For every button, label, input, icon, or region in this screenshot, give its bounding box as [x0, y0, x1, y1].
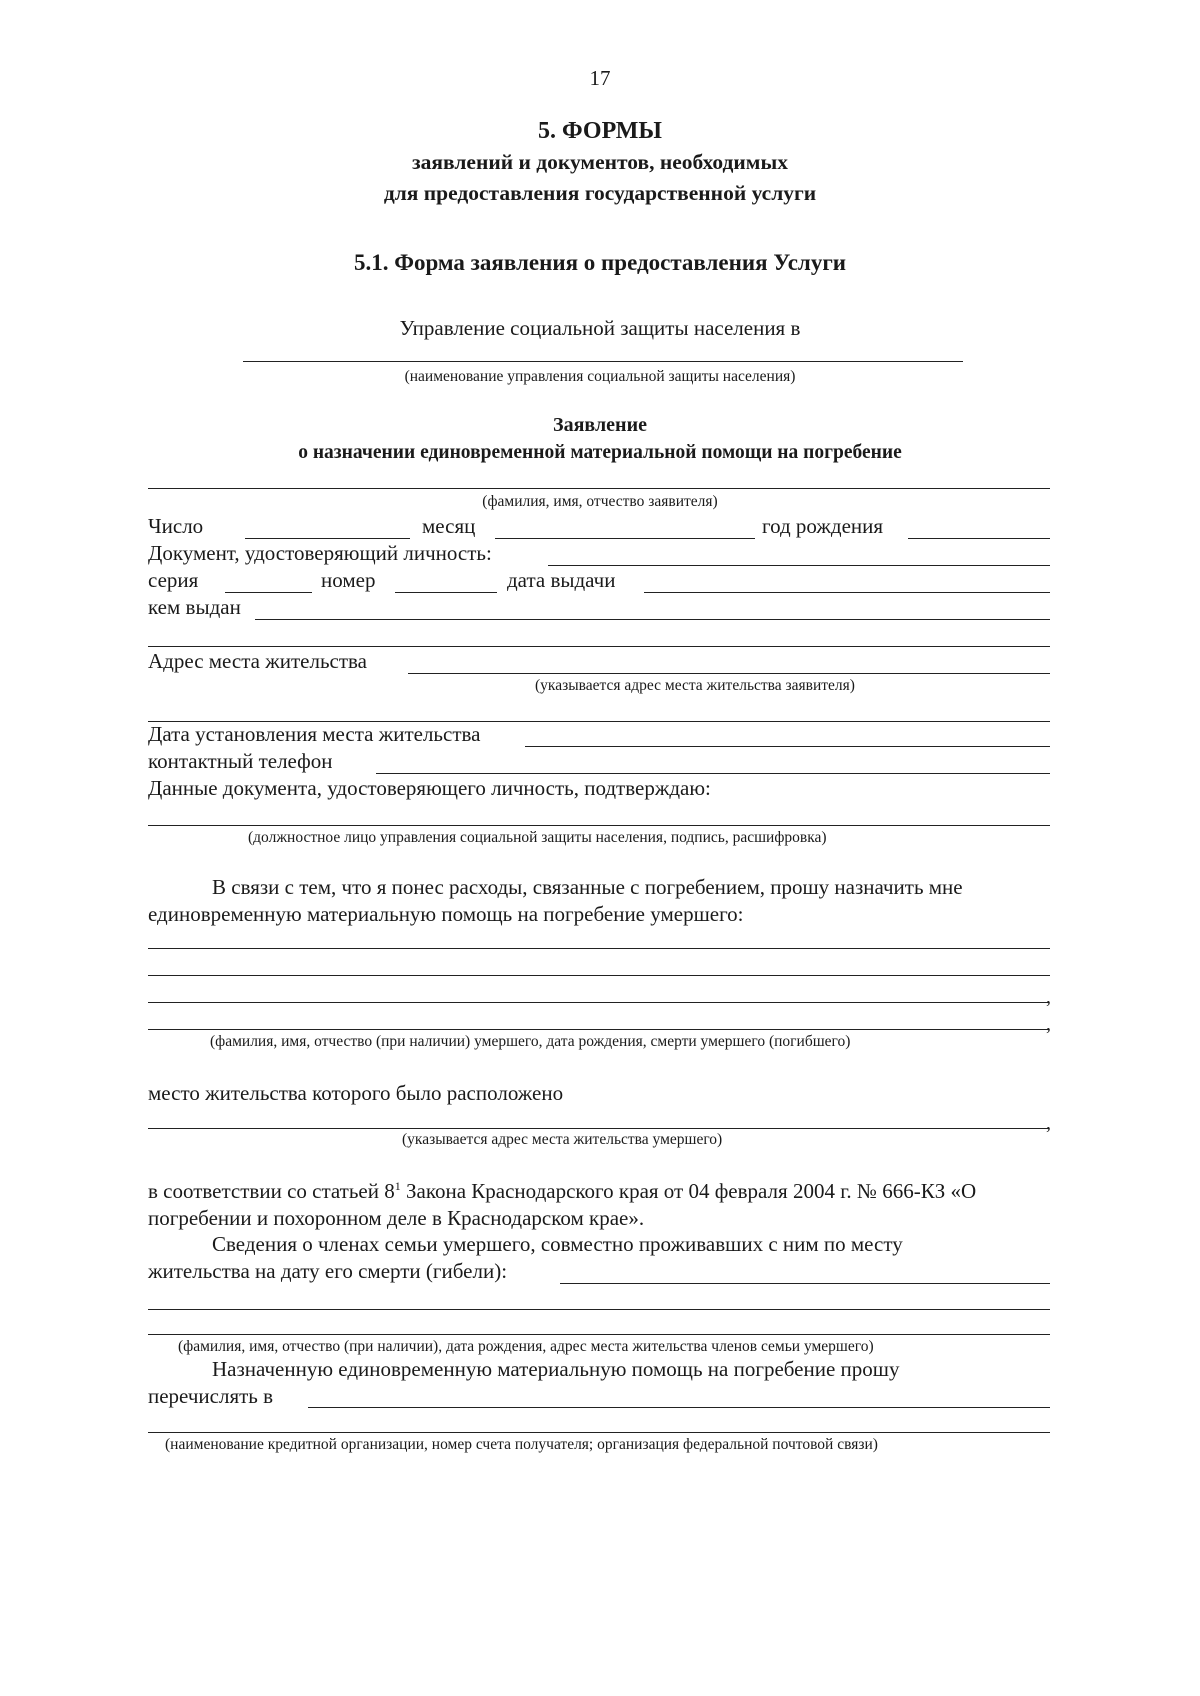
addressee-text: Управление социальной защиты населения в — [399, 316, 801, 340]
residence-date-field[interactable] — [525, 746, 1050, 747]
address-label: Адрес места жительства — [148, 649, 367, 673]
issue-date-label: дата выдачи — [507, 568, 616, 592]
applicant-name-caption: (фамилия, имя, отчество заявителя) — [482, 493, 718, 510]
deceased-field-4[interactable] — [148, 1029, 1048, 1030]
id-document-field[interactable] — [548, 565, 1050, 566]
family-field-1[interactable] — [560, 1283, 1050, 1284]
request-line-1: В связи с тем, что я понес расходы, связанные с погребением, прошу назначить мне — [212, 875, 963, 899]
page-number: 17 — [589, 66, 611, 90]
month-label: месяц — [422, 514, 476, 538]
month-field[interactable] — [495, 538, 755, 539]
family-line-2: жительства на дату его смерти (гибели): — [148, 1259, 508, 1283]
confirm-label: Данные документа, удостоверяющего личность, подтверждаю: — [148, 776, 711, 800]
comma-mark: , — [1046, 1013, 1051, 1035]
heading-title: 5. ФОРМЫ — [538, 118, 662, 144]
number-label: номер — [321, 568, 376, 592]
deceased-caption: (фамилия, имя, отчество (при наличии) умершего, дата рождения, смерти умершего (погибшего) — [210, 1033, 851, 1050]
id-document-label: Документ, удостоверяющий личность: — [148, 541, 492, 565]
heading-line-2: для предоставления государственной услуги — [383, 181, 817, 205]
deceased-field-1[interactable] — [148, 948, 1050, 949]
payment-line-2: перечислять в — [148, 1384, 274, 1408]
addressee-caption: (наименование управления социальной защиты населения) — [404, 368, 796, 385]
official-signature-field[interactable] — [148, 825, 1050, 826]
day-label: Число — [148, 514, 204, 538]
family-caption: (фамилия, имя, отчество (при наличии), дата рождения, адрес места жительства членов семьи умершего) — [178, 1338, 874, 1355]
number-field[interactable] — [395, 592, 497, 593]
comma-mark: , — [1046, 986, 1051, 1008]
application-subtitle: о назначении единовременной материальной помощи на погребение — [298, 442, 902, 463]
addressee-field[interactable] — [243, 361, 963, 362]
day-field[interactable] — [245, 538, 410, 539]
bank-field-2[interactable] — [148, 1432, 1050, 1433]
heading-line-1: заявлений и документов, необходимых — [412, 150, 788, 174]
law-line-2: погребении и похоронном деле в Краснодарском крае». — [148, 1206, 645, 1230]
phone-field[interactable] — [376, 773, 1050, 774]
series-label: серия — [148, 568, 199, 592]
issued-by-field-2[interactable] — [148, 646, 1050, 647]
issued-by-label: кем выдан — [148, 595, 241, 619]
family-line-1: Сведения о членах семьи умершего, совместно проживавших с ним по месту — [212, 1232, 903, 1256]
issue-date-field[interactable] — [644, 592, 1050, 593]
request-line-2: единовременную материальную помощь на погребение умершего: — [148, 902, 744, 926]
series-field[interactable] — [225, 592, 312, 593]
deceased-field-2[interactable] — [148, 975, 1050, 976]
deceased-field-3[interactable] — [148, 1002, 1048, 1003]
address-field[interactable] — [408, 673, 1050, 674]
application-title: Заявление — [553, 414, 647, 436]
section-title: 5.1. Форма заявления о предоставления Услуги — [353, 250, 847, 275]
comma-mark: , — [1046, 1112, 1051, 1134]
applicant-name-field[interactable] — [148, 488, 1050, 489]
deceased-residence-label: место жительства которого было расположено — [148, 1081, 564, 1105]
bank-field-1[interactable] — [308, 1407, 1050, 1408]
residence-date-label: Дата установления места жительства — [148, 722, 481, 746]
deceased-residence-field[interactable] — [148, 1128, 1048, 1129]
issued-by-field[interactable] — [255, 619, 1050, 620]
payment-line-1: Назначенную единовременную материальную помощь на погребение прошу — [212, 1357, 900, 1381]
official-caption: (должностное лицо управления социальной защиты населения, подпись, расшифровка) — [248, 829, 827, 846]
address-caption: (указывается адрес места жительства заявителя) — [535, 677, 855, 694]
payment-caption: (наименование кредитной организации, номер счета получателя; организация федеральной почтовой связи) — [165, 1436, 878, 1453]
law-line-1: в соответствии со статьей $8^1$ Закона Краснодарского края от 04 февраля 2004 г. № 666-КЗ «О — [148, 1179, 977, 1203]
family-field-2[interactable] — [148, 1309, 1050, 1310]
birth-year-label: год рождения — [762, 514, 884, 538]
family-field-3[interactable] — [148, 1334, 1050, 1335]
birth-year-field[interactable] — [908, 538, 1050, 539]
deceased-residence-caption: (указывается адрес места жительства умершего) — [402, 1131, 723, 1148]
phone-label: контактный телефон — [148, 749, 333, 773]
